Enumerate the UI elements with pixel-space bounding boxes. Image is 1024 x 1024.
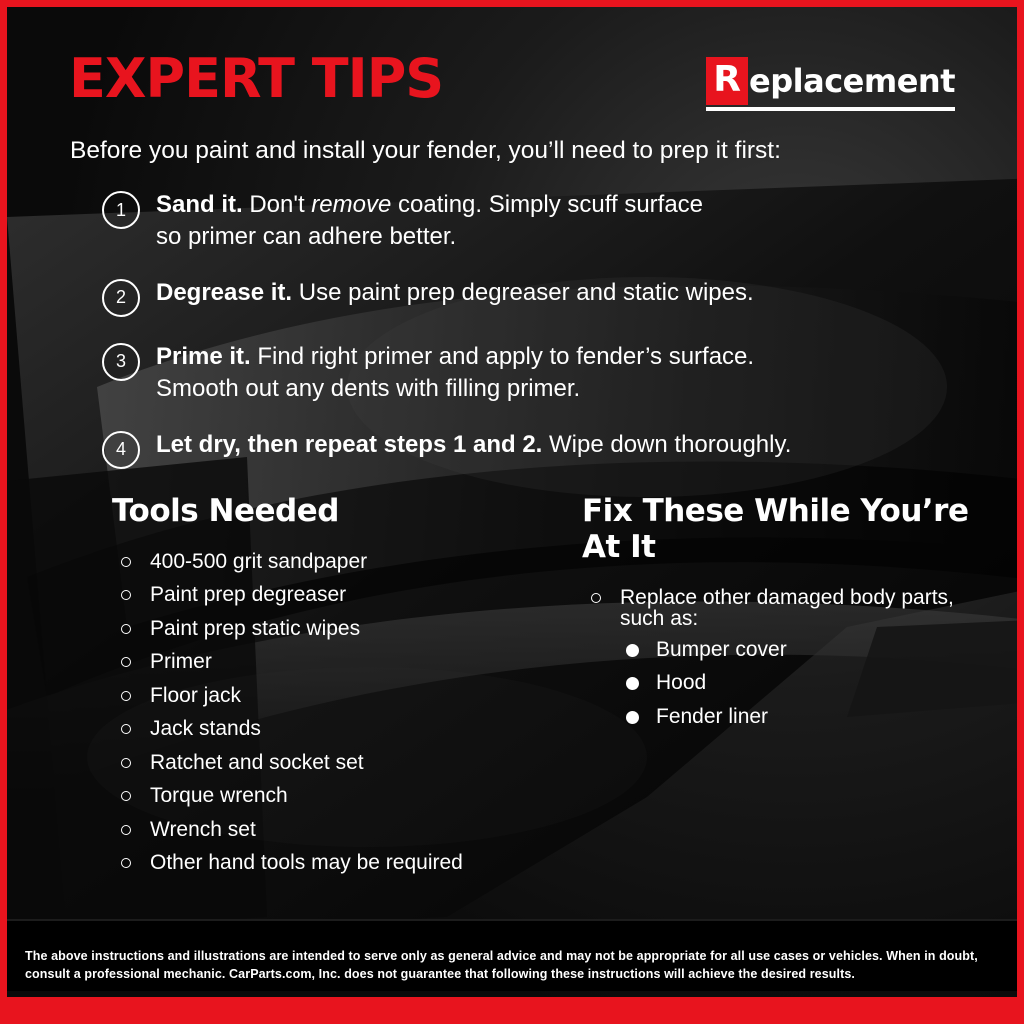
fix-sublist [620,639,1012,727]
brand-logo [706,57,955,111]
fix-item-line-2: such as: [620,606,699,630]
step-text [156,277,754,309]
content-area [7,7,1017,886]
step-item [102,341,977,405]
step-emphasis: remove [311,191,392,218]
header [47,41,977,111]
list-item: Torque wrench [117,785,542,806]
step-number-badge: 2 [102,279,140,317]
list-item: Fender liner [620,706,1012,727]
list-item: Floor jack [117,685,542,706]
step-text [156,341,754,405]
step-item [102,277,977,317]
step-item [102,429,977,469]
step-item [102,189,977,253]
list-item: Hood [620,672,1012,693]
bottom-accent-bar [7,997,1017,1017]
subtitle: Before you paint and install your fender, you’ll need to prep it first: [70,137,781,164]
fix-item-line-1: Replace other damaged body parts, [620,585,954,609]
list-item: Paint prep static wipes [117,618,542,639]
step-title: Prime it. [156,342,251,370]
logo-wordmark: eplacement [749,62,955,100]
tools-list [72,551,542,874]
fix-list [542,587,1012,727]
list-item: Primer [117,651,542,672]
step-line-2: so primer can adhere better. [156,222,457,250]
columns [72,493,977,886]
step-number-badge: 1 [102,191,140,229]
step-body-a: Wipe down thoroughly. [542,430,792,458]
step-text [156,189,703,253]
step-body-a: Don't [242,191,312,218]
step-title: Degrease it. [156,278,293,306]
step-title: Let dry, then repeat steps 1 and 2. [156,430,543,458]
step-line-2: Smooth out any dents with filling primer. [156,374,581,402]
list-item: Wrench set [117,819,542,840]
tools-column [72,493,542,886]
logo-badge-letter: R [706,57,748,105]
disclaimer-text: The above instructions and illustrations are intended to serve only as general advice and may not be appropriate for all use cases or vehicles. When in doubt, consult a professional mechanic. CarParts.com, Inc. does not guarantee that following these instructions will achieve the desired results. [25,948,978,981]
list-item: 400-500 grit sandpaper [117,551,542,572]
step-body-a: Use paint prep degreaser and static wipes. [292,278,754,306]
step-number-badge: 3 [102,343,140,381]
list-item: Bumper cover [620,639,1012,660]
page-title: EXPERT TIPS [69,47,444,110]
tools-heading: Tools Needed [112,492,339,529]
step-body-a: Find right primer and apply to fender’s surface. [250,342,755,370]
list-item: Other hand tools may be required [117,852,542,873]
step-text [156,429,791,461]
steps-list [102,189,977,469]
list-item: Jack stands [117,718,542,739]
step-title: Sand it. [156,191,243,218]
list-item: Paint prep degreaser [117,584,542,605]
fix-heading: Fix These While You’re At It [582,492,969,565]
step-number-badge: 4 [102,431,140,469]
fix-column [542,493,1012,886]
step-body-b: coating. Simply scuff surface [391,191,704,218]
list-item [587,587,1012,727]
list-item: Ratchet and socket set [117,752,542,773]
